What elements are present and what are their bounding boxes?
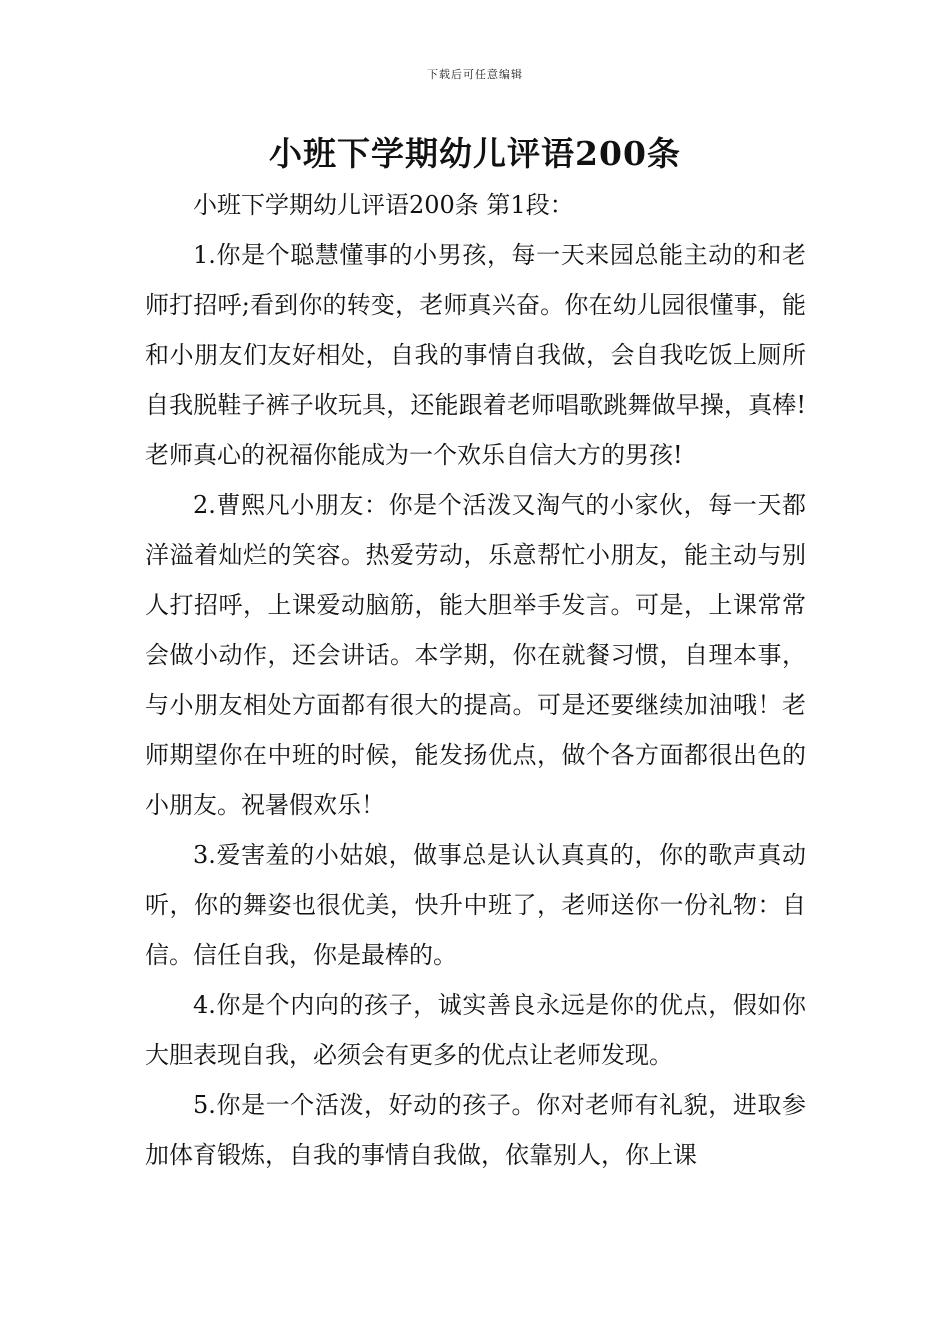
- comment-paragraph-2: 2.曹熙凡小朋友：你是个活泼又淘气的小家伙，每一天都洋溢着灿烂的笑容。热爱劳动，乐意帮忙小朋友，能主动与别人打招呼，上课爱动脑筋，能大胆举手发言。可是，上课常常会做小动作，还会讲话。本学期，你在就餐习惯，自理本事，与小朋友相处方面都有很大的提高。可是还要继续加油哦！老师期望你在中班的时候，能发扬优点，做个各方面都很出色的小朋友。祝暑假欢乐！: [145, 491, 806, 819]
- comment-paragraph-1: 1.你是个聪慧懂事的小男孩，每一天来园总能主动的和老师打招呼;看到你的转变，老师真兴奋。你在幼儿园很懂事，能和小朋友们友好相处，自我的事情自我做，会自我吃饭上厕所自我脱鞋子裤子收玩具，还能跟着老师唱歌跳舞做早操，真棒!老师真心的祝福你能成为一个欢乐自信大方的男孩!: [145, 241, 806, 469]
- comment-paragraph-3: 3.爱害羞的小姑娘，做事总是认认真真的，你的歌声真动听，你的舞姿也很优美，快升中班了，老师送你一份礼物：自信。信任自我，你是最棒的。: [145, 841, 806, 969]
- section-heading: 小班下学期幼儿评语200条 第1段：: [193, 191, 574, 219]
- header-note: 下载后可任意编辑: [427, 68, 523, 81]
- document-title: 小班下学期幼儿评语200条: [269, 134, 681, 173]
- comment-paragraph-5: 5.你是一个活泼，好动的孩子。你对老师有礼貌，进取参加体育锻炼，自我的事情自我做，依靠别人，你上课: [145, 1091, 806, 1169]
- comment-paragraph-4: 4.你是个内向的孩子，诚实善良永远是你的优点，假如你大胆表现自我，必须会有更多的优点让老师发现。: [145, 991, 806, 1069]
- document-body: [145, 180, 806, 1180]
